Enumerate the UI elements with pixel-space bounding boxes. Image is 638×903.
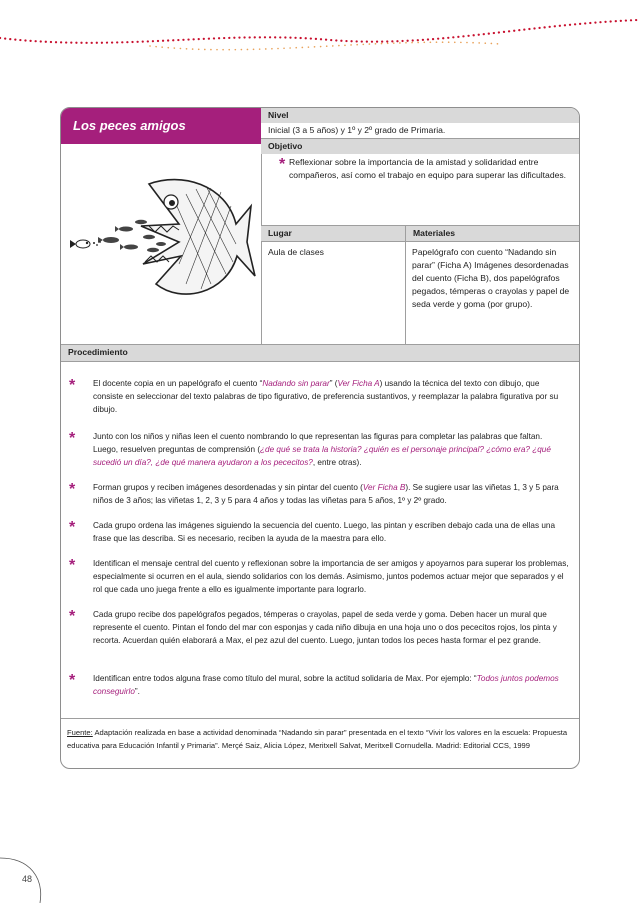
procedure-step-5: Identifican el mensaje central del cuento y reflexionan sobre la importancia de ser amigos y apoyarnos para superar los problemas, especialmente si ocurren en el aula, siendo solidarios con los demás. Asimismo, juntos podemos actuar mejor que separados y el rol que cada uno juega frente a ello es igualmente importante para lograrlo. xyxy=(93,559,569,594)
activity-card xyxy=(60,107,580,769)
asterisk-icon: * xyxy=(69,608,76,625)
materiales-value: Papelógrafo con cuento “Nadando sin parar” (Ficha A) Imágenes desordenadas del cuento (Ficha B), dos papelógrafos pegados, témperas o crayolas y papel de seda verde y goma (por grupo). xyxy=(412,247,570,309)
asterisk-icon: * xyxy=(69,481,76,498)
nivel-value: Inicial (3 a 5 años) y 1º y 2º grado de Primaria. xyxy=(268,125,446,135)
asterisk-icon: * xyxy=(279,156,286,173)
procedure-step-6: Cada grupo recibe dos papelógrafos pegados, témperas o crayolas, papel de seda verde y goma. Deben hacer un mural que represente el cuento. Pintan el fondo del mar con esponjas y cada niño dibuja en una hoja uno o dos pececitos rojos, los pinta y recorta. Acuerdan quién elaborará a Max, el pez azul del cuento. Luego, juntan todos los peces hasta formar el pez grande. xyxy=(93,610,557,645)
asterisk-icon: * xyxy=(69,430,76,447)
page-number: 48 xyxy=(22,874,33,884)
procedure-step-2: Junto con los niños y niñas leen el cuento nombrando lo que representan las figuras para completar las palabras que faltan. Luego, resuelven preguntas de comprensión (¿de qué se trata la historia? ¿quién es el personaje principal? ¿cómo era? ¿qué sucedió un día?, ¿de qué manera ayudaron a los pececitos?, entre otras). xyxy=(93,432,551,467)
materiales-header: Materiales xyxy=(406,226,579,241)
nivel-header: Nivel xyxy=(261,108,579,123)
source-label: Fuente: xyxy=(67,728,93,737)
title-band xyxy=(61,108,261,144)
source-citation xyxy=(67,726,575,752)
procedure-step-7: Identifican entre todos alguna frase como título del mural, sobre la actitud solidaria de Max. Por ejemplo: “Todos juntos podemos conseguirlo”. xyxy=(93,674,559,696)
asterisk-icon: * xyxy=(69,377,76,394)
procedure-step-3: Forman grupos y reciben imágenes desordenadas y sin pintar del cuento (Ver Ficha B). Se sugiere usar las viñetas 1, 3 y 5 para niños de 3 años; las viñetas 1, 2, 3 y 5 para 4 años y todas las viñetas para 5 años, 1º y 2º grado. xyxy=(93,483,559,505)
procedimiento-label: Procedimiento xyxy=(68,347,128,357)
lugar-value: Aula de clases xyxy=(268,247,324,257)
lugar-header: Lugar xyxy=(261,226,405,241)
objetivo-value: Reflexionar sobre la importancia de la amistad y solidaridad entre compañeros, así como el trabajo en equipo para superar las dificultades. xyxy=(289,157,567,180)
activity-title: Los peces amigos xyxy=(73,118,186,133)
big-fish-icon xyxy=(61,144,261,344)
fish-illustration xyxy=(61,144,262,344)
procedure-step-4: Cada grupo ordena las imágenes siguiendo la secuencia del cuento. Luego, las pintan y escriben debajo cada una de ellas una frase que las describa. Si es necesario, reciben la ayuda de la maestra para ello. xyxy=(93,521,556,543)
procedimiento-header xyxy=(61,344,579,362)
objetivo-header: Objetivo xyxy=(261,139,579,154)
asterisk-icon: * xyxy=(69,557,76,574)
asterisk-icon: * xyxy=(69,519,76,536)
asterisk-icon: * xyxy=(69,672,76,689)
procedure-step-1: El docente copia en un papelógrafo el cuento “Nadando sin parar” (Ver Ficha A) usando la técnica del texto con dibujo, que consiste en seleccionar del texto palabras de tipo figurativo, de preferencia sustantivos, y reemplazar la palabra figurativa por su dibujo. xyxy=(93,379,559,414)
decorative-dotted-curve xyxy=(0,0,638,60)
source-text: Adaptación realizada en base a actividad denominada “Nadando sin parar” presentada en el texto “Vivir los valores en la escuela: Propuesta educativa para Educación Infantil y Primaria”. Merçé Saiz, Alicia López, Meritxell Salvat, Meritxell Cornudella. Madrid: Editorial CCS, 1999 xyxy=(67,728,568,750)
